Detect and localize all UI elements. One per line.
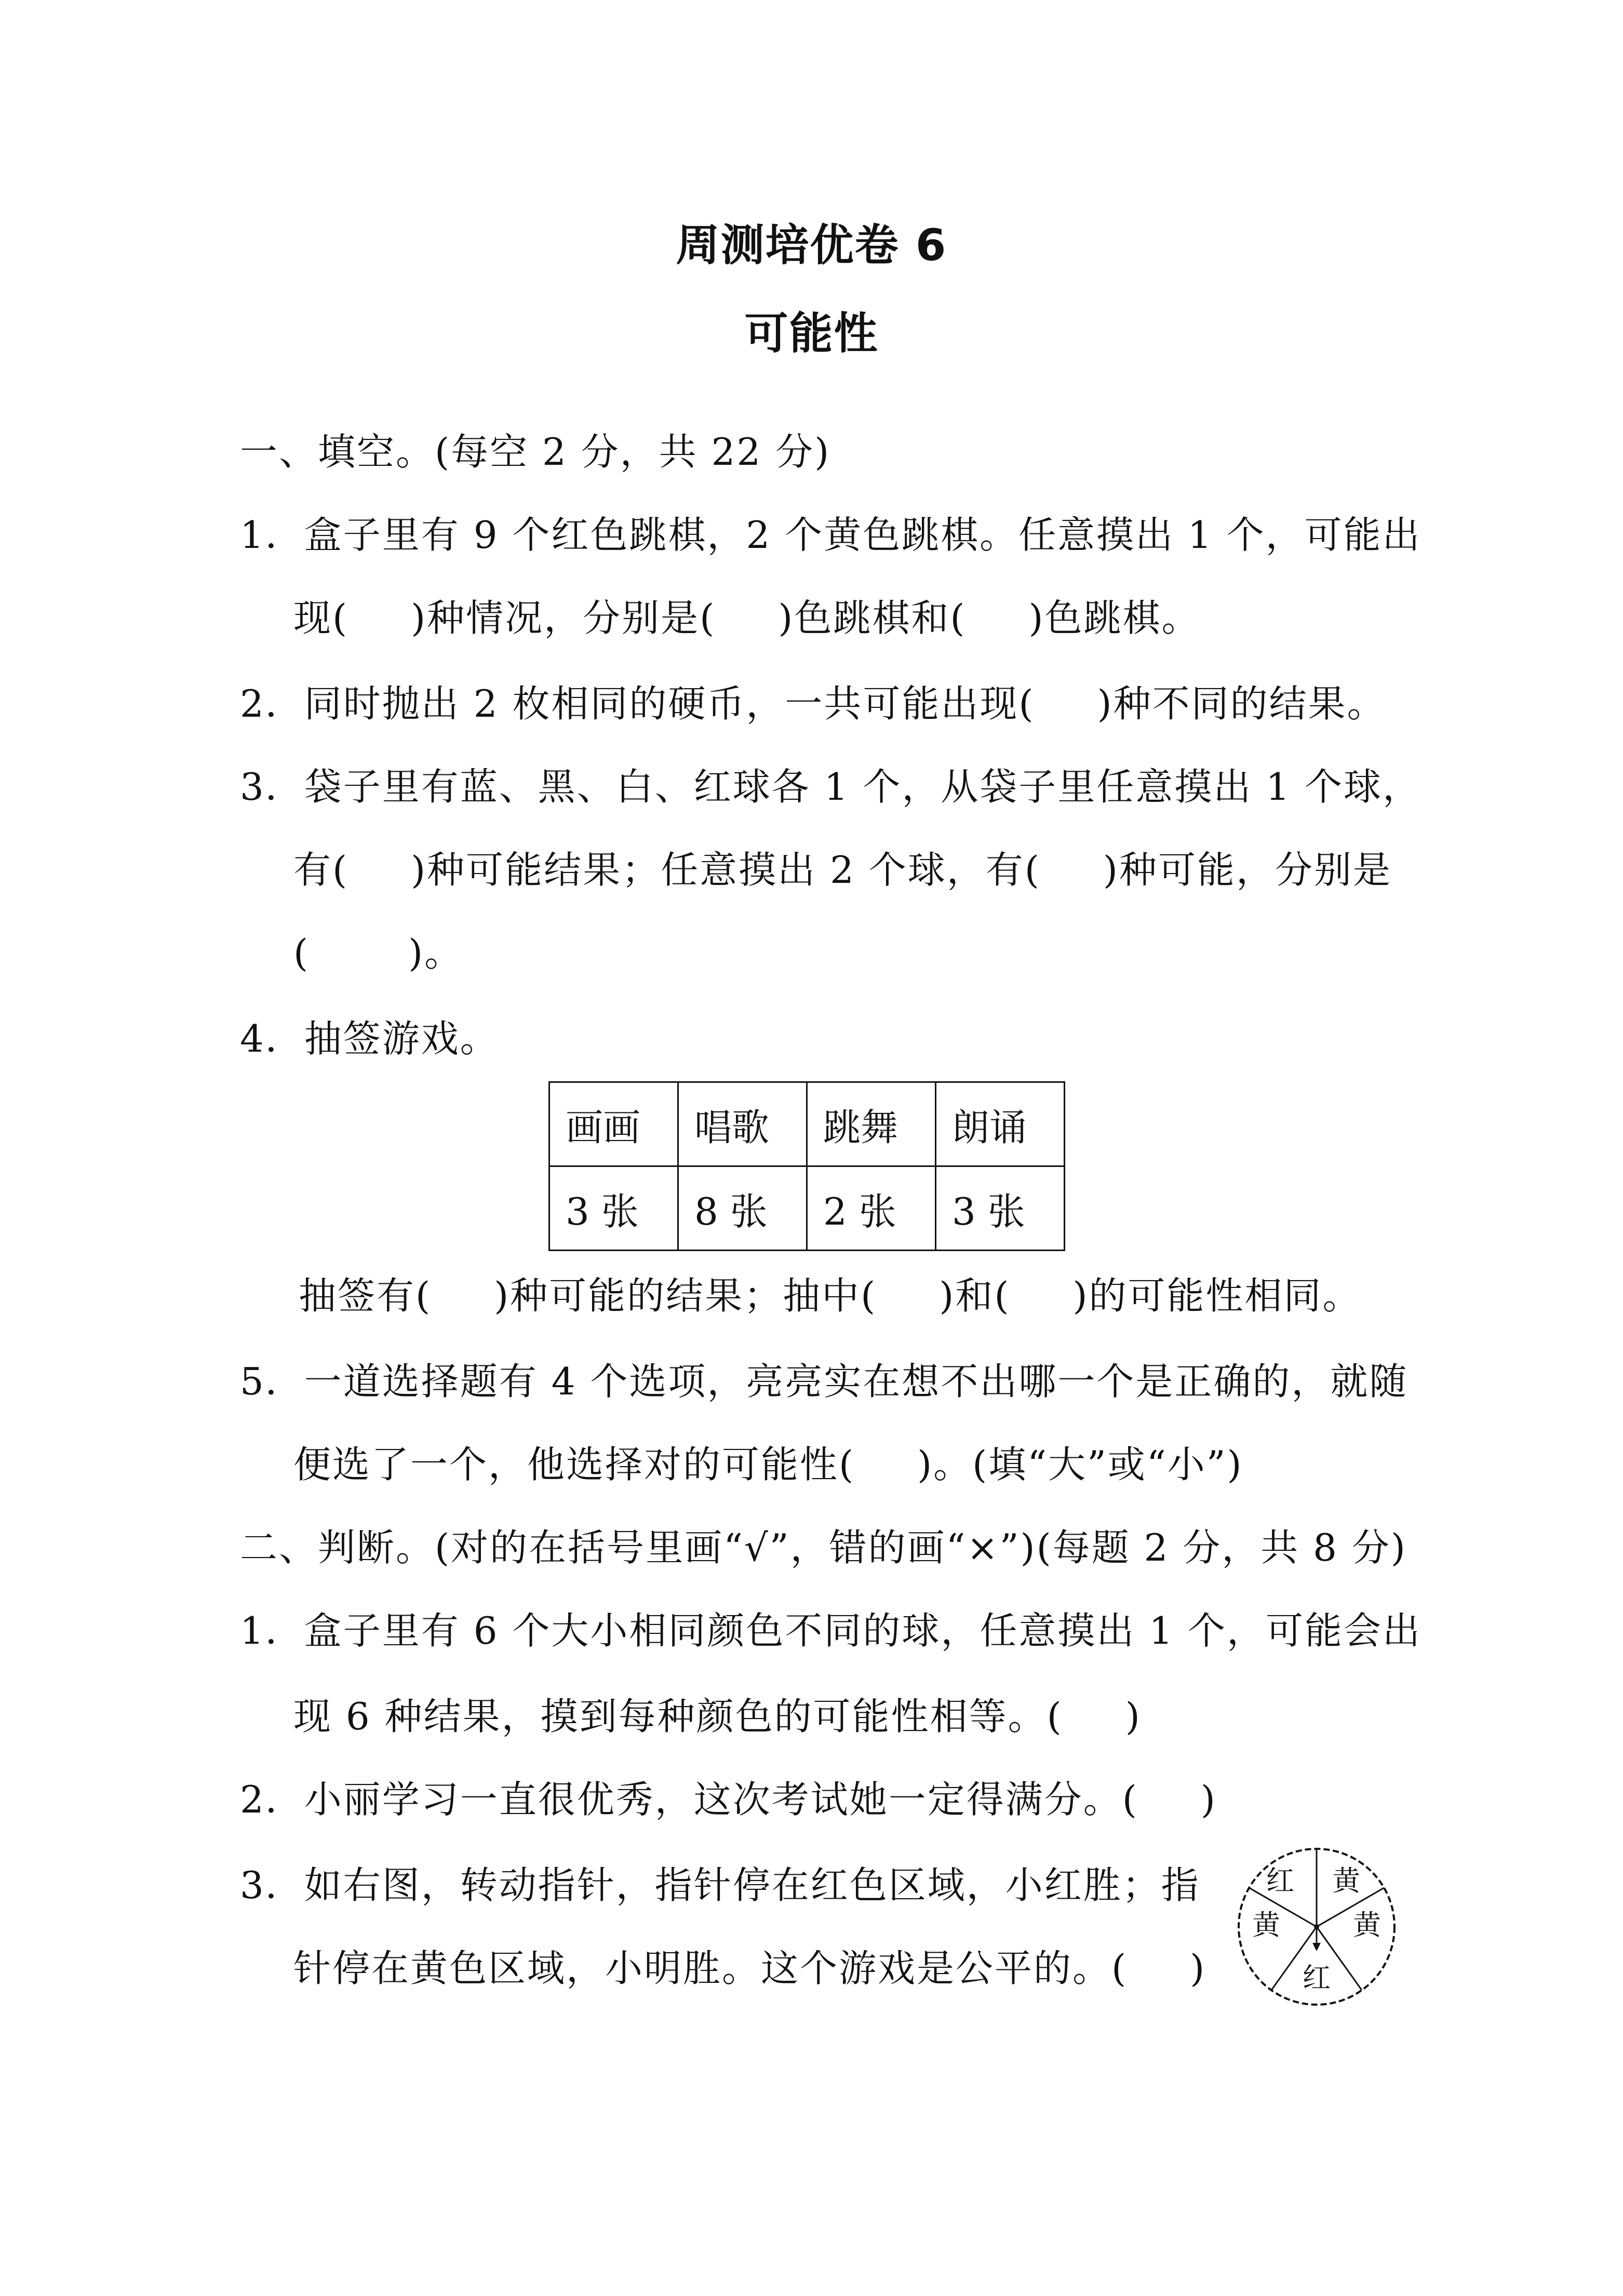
spinner-label: 红 (1303, 1962, 1331, 1994)
answer-blank[interactable] (877, 1278, 939, 1320)
table-header-cell: 跳舞 (807, 1082, 936, 1166)
s1-q1-line2 (293, 592, 1201, 644)
s1-q5-line1: 5．一道选择题有 4 个选项，亮亮实在想不出哪一个是正确的，就随 (240, 1360, 1409, 1403)
s2-q3-text-b: ) (1190, 1946, 1206, 1990)
s2-q3-line2 (293, 1942, 1206, 1994)
answer-blank[interactable] (716, 600, 778, 642)
pointer-arrow-icon (1312, 1943, 1321, 1951)
answer-blank[interactable] (855, 1447, 917, 1488)
s1-q5-text-b: )。(填“大”或“小”) (917, 1443, 1243, 1486)
spinner-label: 黄 (1252, 1909, 1280, 1941)
table-cell: 3 张 (936, 1166, 1065, 1251)
table-cell: 8 张 (678, 1166, 807, 1251)
s2-q1-text-b: ) (1125, 1695, 1142, 1738)
s1-q4-after (299, 1270, 1362, 1322)
s2-q1-line1: 1．盒子里有 6 个大小相同颜色不同的球，任意摸出 1 个，可能会出 (240, 1609, 1421, 1653)
s1-q5-line2 (293, 1439, 1243, 1491)
s2-q2-text-b: ) (1200, 1778, 1217, 1821)
s1-q4-text-c: )和( (939, 1274, 1011, 1318)
s1-q3-text-a: 有( (293, 848, 349, 892)
s1-q1-text-b: )种情况，分别是( (411, 596, 716, 640)
table-cell: 3 张 (549, 1166, 678, 1251)
s1-q3-line2 (293, 844, 1392, 896)
section1-heading: 一、填空。(每空 2 分，共 22 分) (240, 430, 831, 474)
s1-q1-text-a: 现( (293, 596, 349, 640)
answer-blank[interactable] (1063, 1699, 1125, 1740)
answer-blank[interactable] (348, 852, 411, 894)
section2-heading: 二、判断。(对的在括号里画“√”，错的画“×”)(每题 2 分，共 8 分) (240, 1526, 1407, 1569)
answer-blank[interactable] (1010, 1278, 1072, 1320)
s1-q2-line1 (240, 678, 1386, 730)
s1-q3-text-e: )。 (408, 931, 464, 975)
s1-q1-text-d: )色跳棋。 (1028, 596, 1201, 640)
s1-q1-line1: 1．盒子里有 9 个红色跳棋，2 个黄色跳棋。任意摸出 1 个，可能出 (240, 513, 1421, 557)
table-row (549, 1166, 1065, 1251)
s2-q1-line2 (293, 1690, 1142, 1742)
page-title: 周测培优卷 6 (676, 220, 947, 271)
s1-q3-line1: 3．袋子里有蓝、黑、白、红球各 1 个，从袋子里任意摸出 1 个球， (240, 765, 1421, 809)
table-row (549, 1082, 1065, 1166)
table-cell: 2 张 (807, 1166, 936, 1251)
s2-q3-line1: 3．如右图，转动指针，指针停在红色区域，小红胜；指 (240, 1863, 1200, 1907)
spinner-hub (1314, 1924, 1319, 1929)
table-header-cell: 唱歌 (678, 1082, 807, 1166)
s1-q3-text-b: )种可能结果；任意摸出 2 个球，有( (411, 848, 1041, 892)
answer-blank[interactable] (348, 600, 411, 642)
s1-q4-text-b: )种可能的结果；抽中( (494, 1274, 877, 1318)
s1-q5-text-a: 便选了一个，他选择对的可能性( (293, 1443, 855, 1486)
spinner-label: 红 (1266, 1864, 1294, 1897)
s1-q3-text-d: ( (293, 931, 310, 975)
s1-q3-line3 (293, 927, 463, 979)
s1-q4-line1: 4．抽签游戏。 (240, 1017, 499, 1060)
answer-blank[interactable] (966, 600, 1028, 642)
s1-q4-text-d: )的可能性相同。 (1072, 1274, 1362, 1318)
table-header-cell: 画画 (549, 1082, 678, 1166)
spinner-label: 黄 (1353, 1909, 1381, 1941)
spinner-label: 黄 (1332, 1864, 1360, 1897)
answer-blank[interactable] (1041, 852, 1103, 894)
table-header-cell: 朗诵 (936, 1082, 1065, 1166)
answer-blank[interactable] (432, 1278, 494, 1320)
s2-q3-text-a: 针停在黄色区域，小明胜。这个游戏是公平的。( (293, 1946, 1128, 1990)
s1-q2-text-a: 2．同时抛出 2 枚相同的硬币，一共可能出现( (240, 682, 1035, 726)
s1-q4-text-a: 抽签有( (299, 1274, 432, 1318)
s2-q2-line1 (240, 1774, 1217, 1825)
s1-q3-text-c: )种可能，分别是 (1103, 848, 1392, 892)
page-subtitle: 可能性 (744, 308, 879, 359)
s2-q1-text-a: 现 6 种结果，摸到每种颜色的可能性相等。( (293, 1695, 1063, 1738)
s1-q1-text-c: )色跳棋和( (778, 596, 967, 640)
answer-blank[interactable] (1138, 1782, 1201, 1823)
answer-blank[interactable] (1035, 686, 1097, 728)
answer-blank[interactable] (1128, 1951, 1190, 1992)
s1-q2-text-b: )种不同的结果。 (1097, 682, 1386, 726)
s2-q2-text-a: 2．小丽学习一直很优秀，这次考试她一定得满分。( (240, 1778, 1138, 1821)
draw-table (548, 1081, 1065, 1251)
spinner-diagram (1231, 1841, 1402, 2012)
answer-blank[interactable] (310, 935, 408, 977)
